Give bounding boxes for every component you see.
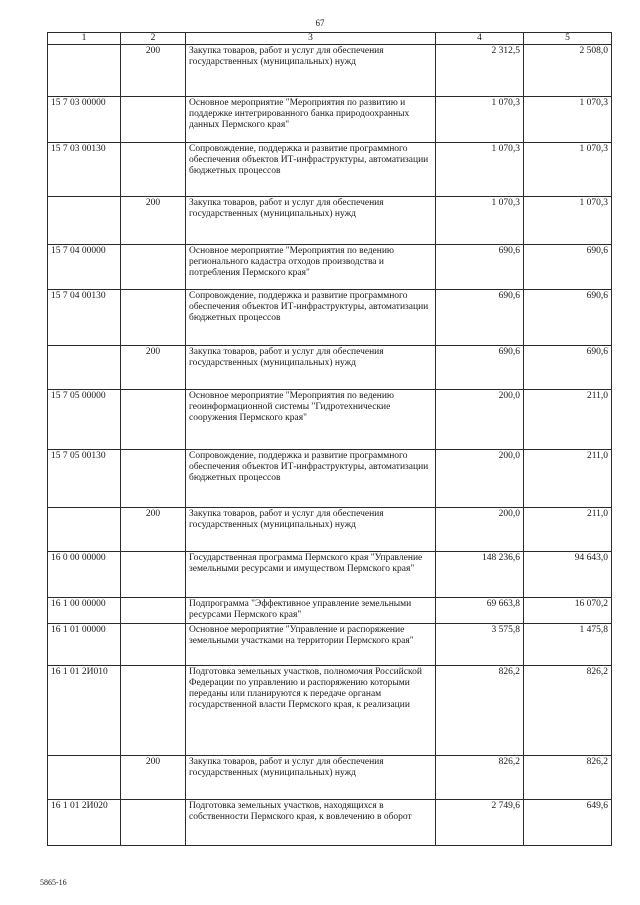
description-cell: Государственная программа Пермского края "Управление земельными ресурсами и имуществом Пермского края" bbox=[186, 552, 436, 598]
table-row bbox=[48, 346, 612, 390]
amount-year2-cell: 2 508,0 bbox=[524, 45, 612, 97]
amount-year1-cell: 1 070,3 bbox=[436, 143, 524, 197]
code-cell: 15 7 03 00000 bbox=[48, 97, 121, 143]
description-cell: Сопровождение, поддержка и развитие программного обеспечения объектов ИТ-инфраструктуры, автоматизации бюджетных процессов bbox=[186, 143, 436, 197]
expense-type-cell bbox=[121, 143, 186, 197]
amount-year2-cell: 690,6 bbox=[524, 245, 612, 290]
amount-year1-cell: 1 070,3 bbox=[436, 97, 524, 143]
expense-type-cell bbox=[121, 290, 186, 346]
table-row bbox=[48, 756, 612, 800]
page-number: 67 bbox=[315, 18, 325, 28]
expense-type-cell bbox=[121, 666, 186, 756]
expense-type-cell: 200 bbox=[121, 197, 186, 245]
description-cell: Сопровождение, поддержка и развитие программного обеспечения объектов ИТ-инфраструктуры, автоматизации бюджетных процессов bbox=[186, 290, 436, 346]
amount-year1-cell: 3 575,8 bbox=[436, 624, 524, 666]
table-row bbox=[48, 624, 612, 666]
expense-type-cell bbox=[121, 624, 186, 666]
header-col-4: 4 bbox=[436, 33, 524, 45]
amount-year2-cell: 826,2 bbox=[524, 666, 612, 756]
header-col-1: 1 bbox=[48, 33, 121, 45]
expense-type-cell bbox=[121, 800, 186, 846]
amount-year2-cell: 690,6 bbox=[524, 346, 612, 390]
amount-year2-cell: 1 070,3 bbox=[524, 197, 612, 245]
description-cell: Основное мероприятие "Мероприятия по ведению регионального кадастра отходов производства и потребления Пермского края" bbox=[186, 245, 436, 290]
header-col-2: 2 bbox=[121, 33, 186, 45]
code-cell: 16 1 00 00000 bbox=[48, 598, 121, 624]
expense-type-cell: 200 bbox=[121, 756, 186, 800]
amount-year1-cell: 690,6 bbox=[436, 290, 524, 346]
code-cell bbox=[48, 756, 121, 800]
amount-year1-cell: 826,2 bbox=[436, 756, 524, 800]
amount-year2-cell: 826,2 bbox=[524, 756, 612, 800]
expense-type-cell bbox=[121, 97, 186, 143]
description-cell: Закупка товаров, работ и услуг для обеспечения государственных (муниципальных) нужд bbox=[186, 197, 436, 245]
amount-year2-cell: 16 070,2 bbox=[524, 598, 612, 624]
description-cell: Закупка товаров, работ и услуг для обеспечения государственных (муниципальных) нужд bbox=[186, 508, 436, 552]
amount-year1-cell: 200,0 bbox=[436, 390, 524, 450]
description-cell: Подготовка земельных участков, находящихся в собственности Пермского края, к вовлечению в оборот bbox=[186, 800, 436, 846]
table-row bbox=[48, 197, 612, 245]
description-cell: Основное мероприятие "Управление и распоряжение земельными участками на территории Пермского края" bbox=[186, 624, 436, 666]
amount-year1-cell: 826,2 bbox=[436, 666, 524, 756]
code-cell bbox=[48, 45, 121, 97]
expense-type-cell bbox=[121, 390, 186, 450]
table-row bbox=[48, 666, 612, 756]
code-cell bbox=[48, 508, 121, 552]
table-row bbox=[48, 508, 612, 552]
description-cell: Подготовка земельных участков, полномочия Российской Федерации по управлению и распоряжению которыми переданы или планируются к передаче органам государственной власти Пермского края, к реализации bbox=[186, 666, 436, 756]
table-row bbox=[48, 245, 612, 290]
amount-year2-cell: 1 475,8 bbox=[524, 624, 612, 666]
amount-year2-cell: 690,6 bbox=[524, 290, 612, 346]
table-row bbox=[48, 800, 612, 846]
amount-year2-cell: 211,0 bbox=[524, 390, 612, 450]
expense-type-cell bbox=[121, 450, 186, 508]
code-cell: 16 0 00 00000 bbox=[48, 552, 121, 598]
expense-type-cell: 200 bbox=[121, 508, 186, 552]
description-cell: Основное мероприятие "Мероприятия по ведению геоинформационной системы "Гидротехнические сооружения Пермского края" bbox=[186, 390, 436, 450]
amount-year1-cell: 2 312,5 bbox=[436, 45, 524, 97]
description-cell: Закупка товаров, работ и услуг для обеспечения государственных (муниципальных) нужд bbox=[186, 45, 436, 97]
expense-type-cell bbox=[121, 245, 186, 290]
code-cell: 16 1 01 2И020 bbox=[48, 800, 121, 846]
description-cell: Закупка товаров, работ и услуг для обеспечения государственных (муниципальных) нужд bbox=[186, 756, 436, 800]
amount-year2-cell: 1 070,3 bbox=[524, 97, 612, 143]
amount-year1-cell: 2 749,6 bbox=[436, 800, 524, 846]
amount-year1-cell: 69 663,8 bbox=[436, 598, 524, 624]
expense-type-cell: 200 bbox=[121, 45, 186, 97]
code-cell: 16 1 01 00000 bbox=[48, 624, 121, 666]
table-row bbox=[48, 45, 612, 97]
table-header-row bbox=[48, 33, 612, 45]
code-cell: 15 7 04 00000 bbox=[48, 245, 121, 290]
amount-year1-cell: 690,6 bbox=[436, 346, 524, 390]
amount-year1-cell: 148 236,6 bbox=[436, 552, 524, 598]
table-row bbox=[48, 290, 612, 346]
description-cell: Подпрограмма "Эффективное управление земельными ресурсами Пермского края" bbox=[186, 598, 436, 624]
amount-year1-cell: 690,6 bbox=[436, 245, 524, 290]
header-col-5: 5 bbox=[524, 33, 612, 45]
expense-type-cell bbox=[121, 598, 186, 624]
code-cell: 15 7 04 00130 bbox=[48, 290, 121, 346]
code-cell: 15 7 05 00000 bbox=[48, 390, 121, 450]
amount-year2-cell: 649,6 bbox=[524, 800, 612, 846]
amount-year1-cell: 200,0 bbox=[436, 450, 524, 508]
amount-year2-cell: 211,0 bbox=[524, 450, 612, 508]
budget-table bbox=[47, 32, 612, 846]
table-row bbox=[48, 143, 612, 197]
amount-year1-cell: 200,0 bbox=[436, 508, 524, 552]
table-row bbox=[48, 450, 612, 508]
code-cell: 15 7 05 00130 bbox=[48, 450, 121, 508]
table-row bbox=[48, 552, 612, 598]
expense-type-cell: 200 bbox=[121, 346, 186, 390]
amount-year1-cell: 1 070,3 bbox=[436, 197, 524, 245]
footer-code: 5865-16 bbox=[40, 878, 67, 887]
header-col-3: 3 bbox=[186, 33, 436, 45]
expense-type-cell bbox=[121, 552, 186, 598]
code-cell: 15 7 03 00130 bbox=[48, 143, 121, 197]
table-row bbox=[48, 390, 612, 450]
description-cell: Сопровождение, поддержка и развитие программного обеспечения объектов ИТ-инфраструктуры, автоматизации бюджетных процессов bbox=[186, 450, 436, 508]
code-cell: 16 1 01 2И010 bbox=[48, 666, 121, 756]
code-cell bbox=[48, 346, 121, 390]
code-cell bbox=[48, 197, 121, 245]
table-row bbox=[48, 97, 612, 143]
amount-year2-cell: 1 070,3 bbox=[524, 143, 612, 197]
amount-year2-cell: 94 643,0 bbox=[524, 552, 612, 598]
table-row bbox=[48, 598, 612, 624]
description-cell: Основное мероприятие "Мероприятия по развитию и поддержке интегрированного банка природоохранных данных Пермского края" bbox=[186, 97, 436, 143]
description-cell: Закупка товаров, работ и услуг для обеспечения государственных (муниципальных) нужд bbox=[186, 346, 436, 390]
amount-year2-cell: 211,0 bbox=[524, 508, 612, 552]
